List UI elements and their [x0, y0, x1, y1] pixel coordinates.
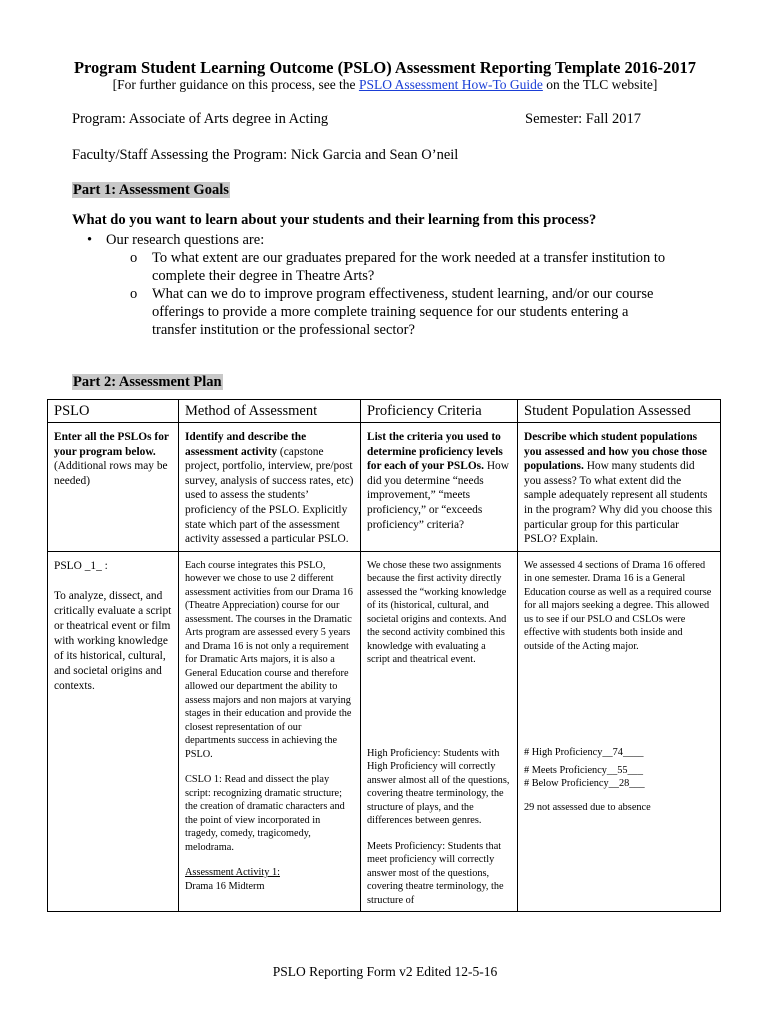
header-pslo: PSLO: [48, 400, 179, 423]
part1-question: What do you want to learn about your students and their learning from this process?: [72, 212, 597, 228]
criteria-high-proficiency: High Proficiency: Students with High Proficiency will correctly answer almost all of the questions, covering theatre terminology, the structure of plays, and the differences between genres.: [367, 747, 510, 827]
bullet-marker: •: [87, 232, 93, 248]
research-questions-bullet: Our research questions are:: [106, 232, 265, 248]
pslo-1-label: PSLO _1_ :: [54, 559, 108, 572]
population-cell: [518, 551, 721, 912]
population-paragraph: We assessed 4 sections of Drama 16 offered in one semester. Drama 16 is a General Education course as well as a required course for all majors seeking a degree. This allowed us to see if our PSLO and CSLOs were effective with students both inside and outside of the Acting major.: [524, 559, 712, 652]
guidance-note: [0, 77, 770, 93]
faculty-line: Faculty/Staff Assessing the Program: Nick Garcia and Sean O’neil: [72, 147, 459, 163]
research-question-1a: To what extent are our graduates prepared for the work needed at a transfer institution to: [152, 250, 666, 266]
meets-proficiency-count: # Meets Proficiency__55___: [524, 764, 643, 776]
instruction-pslo: Enter all the PSLOs for your program below. (Additional rows may be needed): [48, 423, 179, 552]
research-question-2a: What can we do to improve program effectiveness, student learning, and/or our course: [152, 286, 654, 302]
research-question-1b: complete their degree in Theatre Arts?: [152, 268, 375, 284]
table-header-row: [48, 400, 721, 423]
criteria-paragraph-1: We chose these two assignments because the first activity directly assessed the “working knowledge of its (historical, cultural, and societal origins and contexts. And the second activity combined this knowledge with evaluating a script and theatrical event.: [367, 559, 507, 666]
header-criteria: Proficiency Criteria: [361, 400, 518, 423]
assessment-activity-label: Assessment Activity 1:: [185, 867, 280, 879]
how-to-guide-link[interactable]: PSLO Assessment How-To Guide: [358, 77, 543, 92]
method-cell: [179, 551, 361, 912]
part2-heading: Part 2: Assessment Plan: [73, 374, 222, 390]
research-question-2c: transfer institution or the professional sector?: [152, 322, 415, 338]
instruction-criteria: List the criteria you used to determine proficiency levels for each of your PSLOs. How did you determine “needs improvement,” “meets proficiency,” or “exceeds proficiency” criteria?: [361, 423, 518, 552]
assessment-activity-text: Drama 16 Midterm: [185, 880, 265, 892]
pslo-1-text: To analyze, dissect, and critically evaluate a script or theatrical event or film with working knowledge of its historical, cultural, and societal origins and contexts.: [54, 589, 172, 692]
sub-bullet-marker-1: o: [130, 250, 138, 266]
guidance-suffix: on the TLC website]: [542, 77, 658, 92]
program-line: Program: Associate of Arts degree in Acting: [72, 111, 329, 127]
method-paragraph-1: Each course integrates this PSLO, however we chose to use 2 different assessment activities from our Drama 16 (Theatre Appreciation) course for our assessment. The courses in the Dramatic Arts program are assessed every 5 years and Drama 16 is not only a requirement for Dramatic Arts majors, it is also a General Education course and therefore allowed our department the ability to assess majors and non majors at varying stages in their education and provide the closest representation of our departments success in achieving the PSLO.: [185, 559, 353, 760]
guidance-prefix: [For further guidance on this process, see the: [112, 77, 359, 92]
assessment-plan-table: [47, 399, 721, 912]
high-proficiency-count: # High Proficiency__74____: [524, 747, 644, 759]
page-title: Program Student Learning Outcome (PSLO) Assessment Reporting Template 2016-2017: [73, 58, 697, 77]
research-question-2b: offerings to provide a more complete training sequence for our students entering a: [152, 304, 629, 320]
header-population: Student Population Assessed: [518, 400, 721, 423]
sub-bullet-marker-2: o: [130, 286, 138, 302]
below-proficiency-count: # Below Proficiency__28___: [524, 778, 645, 790]
pslo-1-row: [48, 551, 721, 912]
instruction-method: Identify and describe the assessment activity (capstone project, portfolio, interview, pre/post survey, analysis of success rates, etc) used to assess the students’ proficiency of the PSLO. Explicitly state which part of the assessment activity assessed a particular PSLO.: [179, 423, 361, 552]
page-footer: PSLO Reporting Form v2 Edited 12-5-16: [272, 964, 498, 979]
header-method: Method of Assessment: [179, 400, 361, 423]
criteria-meets-proficiency: Meets Proficiency: Students that meet proficiency will correctly answer most of the questions, covering theatre terminology, the structure of: [367, 840, 504, 906]
part1-heading: Part 1: Assessment Goals: [73, 182, 229, 198]
method-paragraph-2: CSLO 1: Read and dissect the play script: recognizing dramatic structure; the creation of dramatic characters and the point of view incorporated in tragedy, comedy, tragicomedy, melodrama.: [185, 774, 345, 853]
instruction-row: [48, 423, 721, 552]
semester-line: Semester: Fall 2017: [525, 111, 641, 127]
criteria-cell: [361, 551, 518, 912]
pslo-1-cell: [48, 551, 179, 912]
instruction-population: Describe which student populations you assessed and how you chose those populations. How many students did you assess? To what extent did the sample adequately represent all students in the program? Why did you choose this particular group for this particular PSLO? Explain.: [518, 423, 721, 552]
not-assessed-note: 29 not assessed due to absence: [524, 801, 651, 813]
